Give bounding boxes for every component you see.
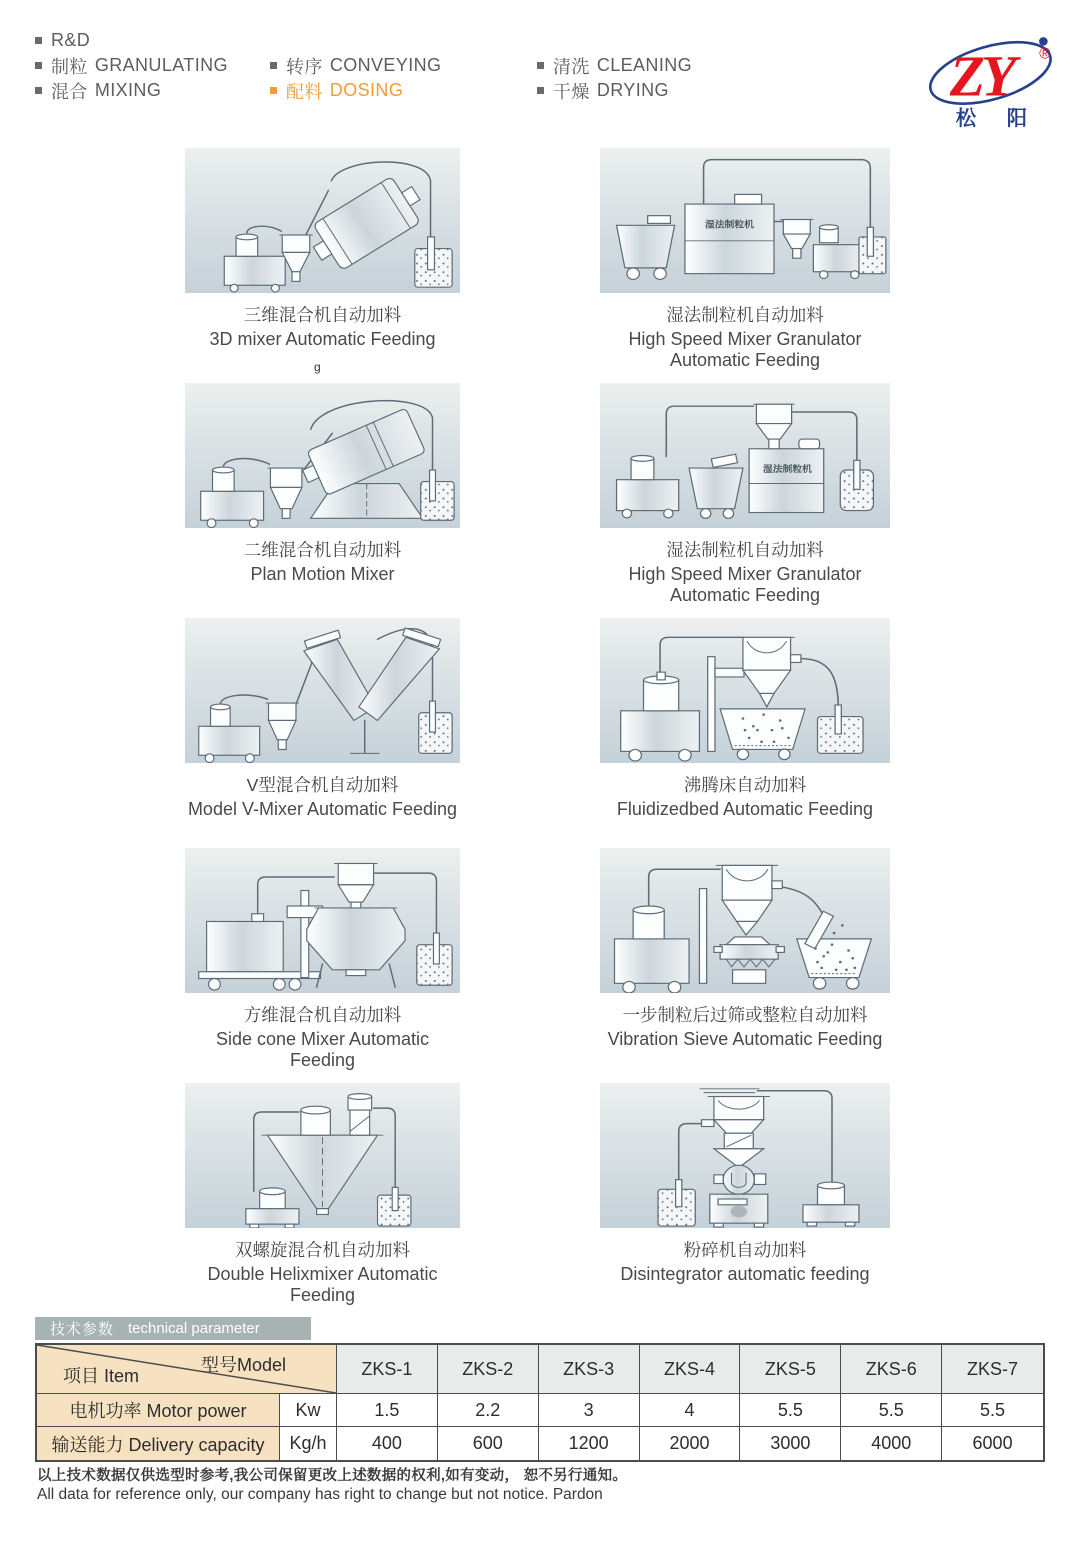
table-value: 1.5 <box>337 1394 438 1427</box>
company-logo <box>922 20 1067 132</box>
model-header: ZKS-7 <box>942 1345 1043 1394</box>
figure-caption-en: Fluidizedbed Automatic Feeding <box>616 799 874 819</box>
menu-item-mixing[interactable] <box>35 78 228 103</box>
table-value: 2.2 <box>438 1394 539 1427</box>
menu-label-en: CONVEYING <box>329 55 442 75</box>
corner-model-label: 型号Model <box>200 1355 286 1375</box>
figure-caption-en: High Speed Mixer Granulator Automatic Feeding <box>628 329 862 370</box>
figure-caption-zh: 湿法制粒机自动加料 <box>666 305 824 325</box>
menu-column-2 <box>270 53 441 103</box>
figure-caption-zh: 方维混合机自动加料 <box>243 1005 402 1025</box>
figure-caption-zh: 沸腾床自动加料 <box>683 775 807 795</box>
menu-label: R&D <box>51 30 91 50</box>
figure-caption-zh: V型混合机自动加料 <box>246 775 399 795</box>
tech-title-en: technical parameter <box>128 1320 260 1337</box>
table-value: 3000 <box>740 1427 841 1460</box>
row-unit: Kw <box>280 1394 337 1427</box>
figure-caption-en: Double Helixmixer Automatic Feeding <box>207 1264 438 1305</box>
menu-label-zh: 混合 <box>51 81 88 102</box>
figure-caption-en: Disintegrator automatic feeding <box>620 1264 870 1284</box>
model-header: ZKS-5 <box>740 1345 841 1394</box>
figure-caption-zh: 双螺旋混合机自动加料 <box>235 1240 410 1260</box>
menu-label-en: DRYING <box>596 80 669 100</box>
menu-column-1 <box>35 28 228 103</box>
menu-label-en: DOSING <box>329 80 404 100</box>
table-value: 3 <box>539 1394 640 1427</box>
figure-double-helix-mixer <box>185 1083 460 1306</box>
menu-label-en: GRANULATING <box>94 55 228 75</box>
bullet-icon <box>537 62 544 69</box>
menu-column-3 <box>537 53 692 103</box>
table-value: 5.5 <box>841 1394 942 1427</box>
figure-caption-en: Side cone Mixer Automatic Feeding <box>215 1029 430 1070</box>
machine-label: 湿法制粒机 <box>762 464 813 475</box>
table-value: 400 <box>337 1427 438 1460</box>
model-header: ZKS-4 <box>640 1345 741 1394</box>
footnote-en: All data for reference only, our company has right to change but not notice. Pardon <box>37 1486 603 1503</box>
figure-caption-zh: 一步制粒后过筛或整粒自动加料 <box>622 1005 868 1025</box>
figure-caption-en: Model V-Mixer Automatic Feeding <box>187 799 458 819</box>
table-value: 600 <box>438 1427 539 1460</box>
table-value: 4 <box>640 1394 741 1427</box>
figure-caption-en: Plan Motion Mixer <box>250 564 395 584</box>
footnotes <box>37 1464 627 1504</box>
menu-label-zh: 干燥 <box>553 81 590 102</box>
disintegrator-diagram <box>600 1083 890 1228</box>
model-header: ZKS-3 <box>539 1345 640 1394</box>
menu-label-en: CLEANING <box>596 55 693 75</box>
figure-caption-zh: 湿法制粒机自动加料 <box>666 540 824 560</box>
footnote-zh: 以上技术数据仅供选型时参考,我公司保留更改上述数据的权利,如有变动， 恕不另行通知。 <box>37 1468 628 1484</box>
corner-item-label: 项目 Item <box>63 1366 140 1386</box>
table-value: 2000 <box>640 1427 741 1460</box>
figure-disintegrator <box>600 1083 890 1285</box>
model-header: ZKS-6 <box>841 1345 942 1394</box>
menu-item-rd[interactable] <box>35 28 228 53</box>
figure-vibration-sieve <box>600 848 890 1050</box>
figure-v-mixer <box>185 618 460 820</box>
registered-mark: ® <box>1039 45 1051 63</box>
menu-item-conveying[interactable] <box>270 53 441 78</box>
figure-plan-motion-mixer <box>185 383 460 585</box>
model-header: ZKS-2 <box>438 1345 539 1394</box>
figure-caption-zh: 三维混合机自动加料 <box>243 305 402 325</box>
bullet-icon <box>35 37 42 44</box>
figure-high-speed-granulator <box>600 148 890 371</box>
bullet-icon <box>270 62 277 69</box>
figure-3d-mixer <box>185 148 460 350</box>
figure-caption-en: Vibration Sieve Automatic Feeding <box>607 1029 883 1049</box>
double-helix-mixer-diagram <box>185 1083 460 1228</box>
tech-title-zh: 技术参数 <box>50 1321 115 1338</box>
table-value: 5.5 <box>740 1394 841 1427</box>
3d-mixer-diagram <box>185 148 460 293</box>
figure-caption-zh: 粉碎机自动加料 <box>683 1240 807 1260</box>
figure-fluidized-bed <box>600 618 890 820</box>
figure-high-speed-granulator-2 <box>600 383 890 606</box>
menu-label-zh: 清洗 <box>553 56 590 77</box>
menu-label-zh: 制粒 <box>51 56 88 77</box>
table-value: 4000 <box>841 1427 942 1460</box>
row-unit: Kg/h <box>280 1427 337 1460</box>
high-speed-granulator-diagram-2 <box>600 383 890 528</box>
side-cone-mixer-diagram <box>185 848 460 993</box>
menu-label-zh: 转序 <box>286 56 323 77</box>
menu-item-cleaning[interactable] <box>537 53 692 78</box>
row-name-motor-power: 电机功率 Motor power <box>37 1394 280 1427</box>
logo-subtext: 松阳 <box>955 107 1058 130</box>
vibration-sieve-diagram <box>600 848 890 993</box>
bullet-icon <box>35 62 42 69</box>
figure-caption-en: 3D mixer Automatic Feeding <box>209 329 436 349</box>
fluidized-bed-diagram <box>600 618 890 763</box>
stray-mark: g <box>314 360 321 374</box>
bullet-icon <box>35 87 42 94</box>
table-value: 6000 <box>972 1433 1013 1453</box>
menu-item-dosing-active[interactable] <box>270 78 441 103</box>
plan-motion-mixer-diagram <box>185 383 460 528</box>
table-value: 1200 <box>539 1427 640 1460</box>
v-mixer-diagram <box>185 618 460 763</box>
tech-parameter-title-bar <box>35 1317 311 1340</box>
bullet-icon <box>270 87 277 94</box>
figure-caption-zh: 二维混合机自动加料 <box>243 540 402 560</box>
parameter-table <box>35 1343 1045 1462</box>
menu-label-en: MIXING <box>94 80 162 100</box>
model-header: ZKS-1 <box>337 1345 438 1394</box>
logo-text: ZY <box>949 43 1013 109</box>
menu-item-granulating[interactable] <box>35 53 228 78</box>
zy-logo-icon <box>922 20 1067 132</box>
machine-label: 湿法制粒机 <box>704 219 755 231</box>
table-value: 5.5 <box>942 1394 1043 1427</box>
menu-item-drying[interactable] <box>537 78 692 103</box>
figure-side-cone-mixer <box>185 848 460 1071</box>
figure-caption-en: High Speed Mixer Granulator Automatic Feeding <box>628 564 862 605</box>
row-name-delivery-capacity: 输送能力 Delivery capacity <box>37 1427 280 1460</box>
table-corner-cell <box>37 1345 337 1394</box>
menu-label-zh: 配料 <box>286 81 323 102</box>
high-speed-granulator-diagram <box>600 148 890 293</box>
bullet-icon <box>537 87 544 94</box>
